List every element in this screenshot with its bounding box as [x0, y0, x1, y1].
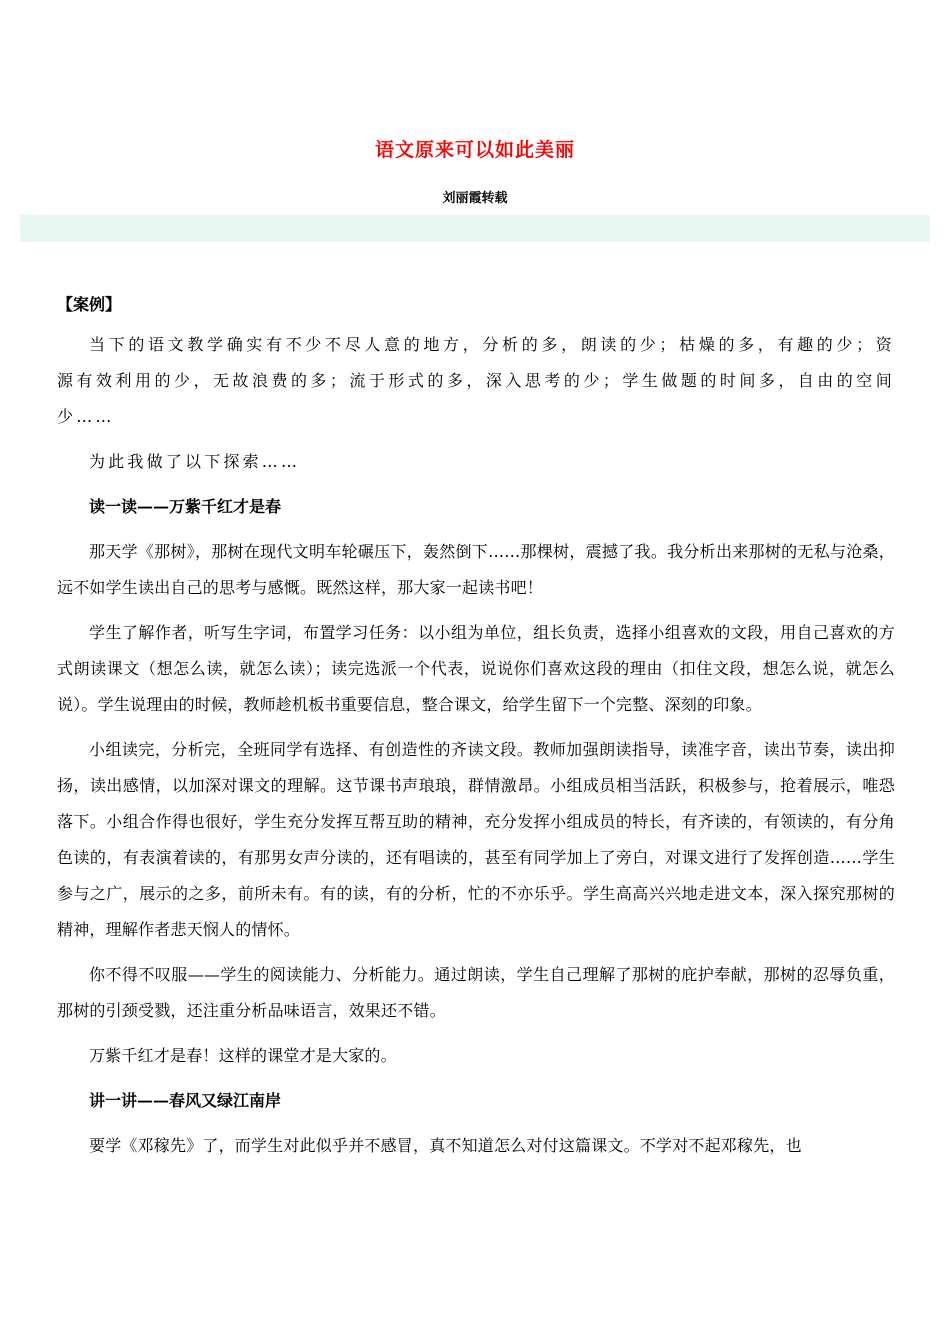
- body-paragraph: 你不得不叹服——学生的阅读能力、分析能力。通过朗读，学生自己理解了那树的庇护奉献，那树的忍辱负重，那树的引颈受戮，还注重分析品味语言，效果还不错。: [57, 965, 895, 1020]
- page-title: 语文原来可以如此美丽: [374, 139, 575, 161]
- header-band: [20, 215, 930, 242]
- author-line: 刘丽霞转载: [442, 191, 508, 206]
- body-paragraph: 要学《邓稼先》了，而学生对此似乎并不感冒，真不知道怎么对付这篇课文。不学对不起邓稼先，也: [89, 1136, 802, 1155]
- intro-paragraph: 当下的语文教学确实有不少不尽人意的地方，分析的多，朗读的少；枯燥的多，有趣的少；资源有效利用的少，无故浪费的多；流于形式的多，深入思考的少；学生做题的时间多，自由的空间少……: [57, 335, 895, 426]
- body-paragraph: 那天学《那树》，那树在现代文明车轮碾压下，轰然倒下……那棵树，震撼了我。我分析出来那树的无私与沧桑，远不如学生读出自己的思考与感慨。既然这样，那大家一起读书吧！: [57, 542, 895, 597]
- body-paragraph: 小组读完，分析完，全班同学有选择、有创造性的齐读文段。教师加强朗读指导，读准字音，读出节奏，读出抑扬，读出感情，以加深对课文的理解。这节课书声琅琅，群情激昂。小组成员相当活跃，积极参与，抢着展示，唯恐落下。小组合作得也很好，学生充分发挥互帮互助的精神，充分发挥小组成员的特长，有齐读的，有领读的，有分角色读的，有表演着读的，有那男女声分读的，还有唱读的，甚至有同学加上了旁白，对课文进行了发挥创造……学生参与之广，展示的之多，前所未有。有的读，有的分析，忙的不亦乐乎。学生高高兴兴地走进文本，深入探究那树的精神，理解作者悲天悯人的情怀。: [57, 740, 895, 939]
- body-paragraph: 学生了解作者，听写生字词，布置学习任务：以小组为单位，组长负责，选择小组喜欢的文段，用自己喜欢的方式朗读课文（想怎么读，就怎么读）；读完选派一个代表，说说你们喜欢这段的理由（扣住文段，想怎么说，就怎么说）。学生说理由的时候，教师趁机板书重要信息，整合课文，给学生留下一个完整、深刻的印象。: [57, 623, 895, 714]
- article-body: [57, 289, 895, 1173]
- case-label: 【案例】: [57, 295, 122, 314]
- section-heading-read: 读一读——万紫千红才是春: [89, 497, 282, 516]
- section-heading-speak: 讲一讲——春风又绿江南岸: [89, 1091, 282, 1110]
- intro-paragraph: 为此我做了以下探索……: [89, 452, 301, 471]
- body-paragraph: 万紫千红才是春！这样的课堂才是大家的。: [89, 1046, 397, 1065]
